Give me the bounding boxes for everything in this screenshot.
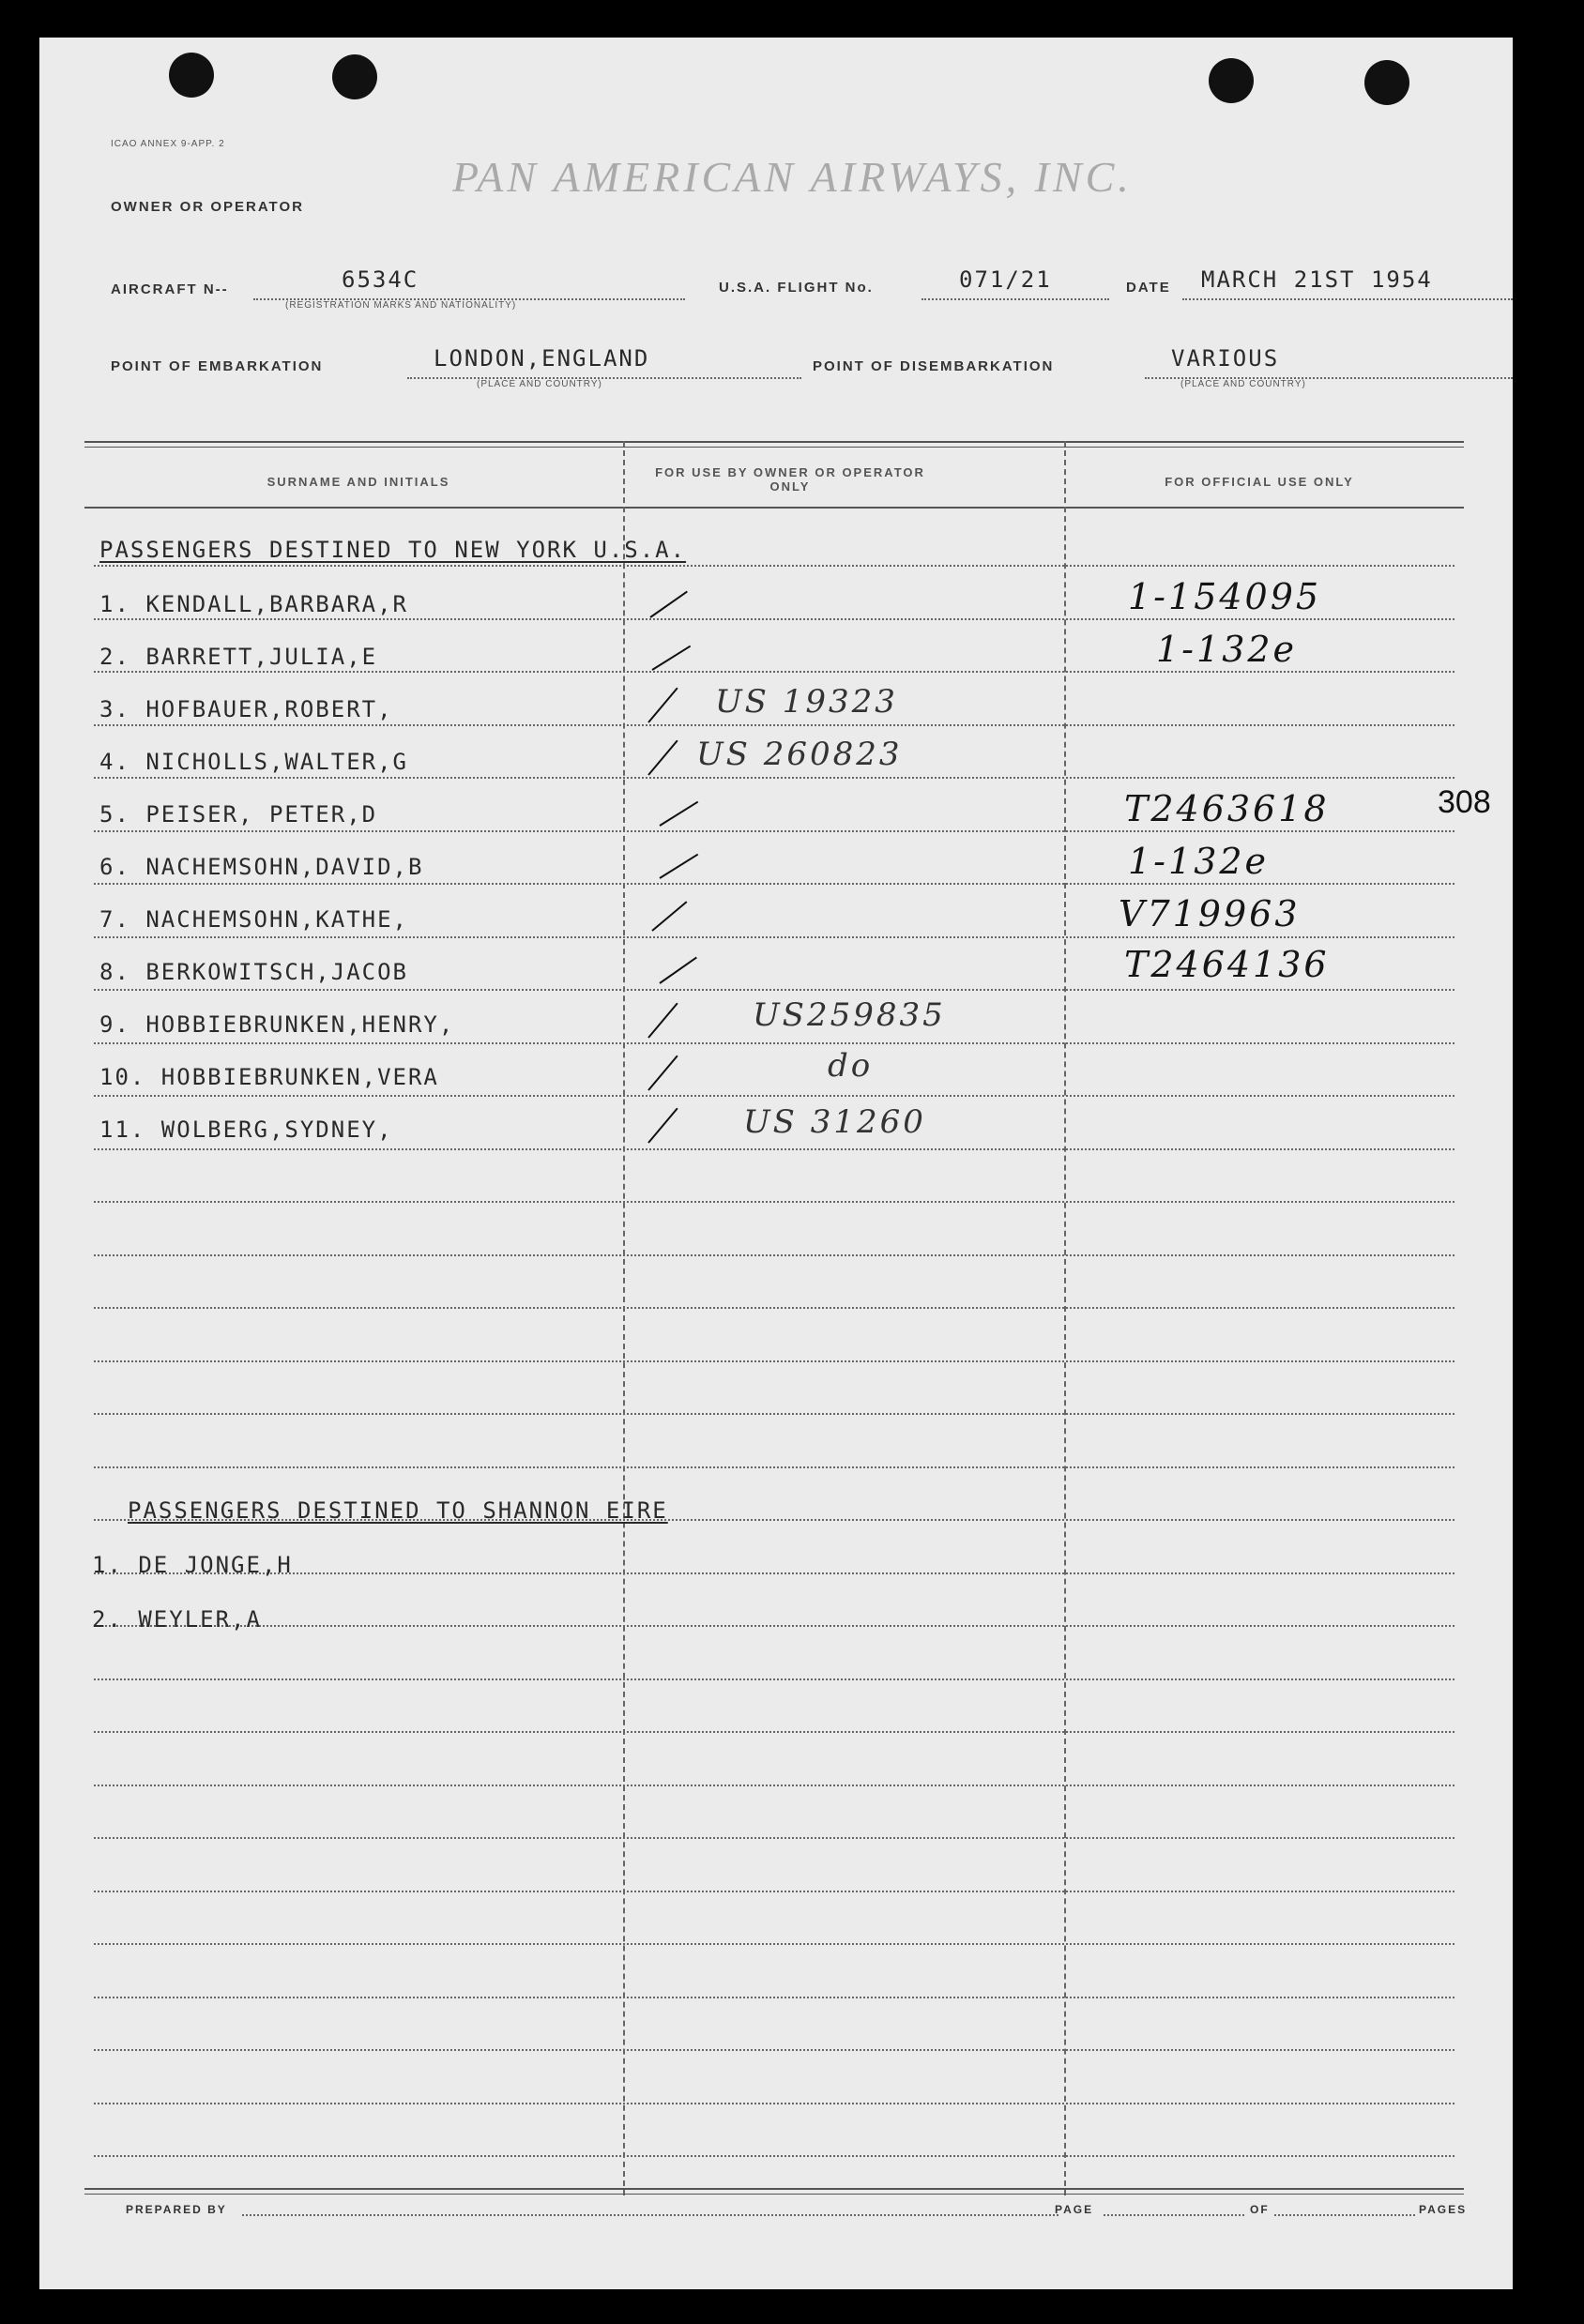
passenger-name: 10. HOBBIEBRUNKEN,VERA xyxy=(99,1064,439,1090)
ruled-line xyxy=(94,1095,1455,1097)
check-mark xyxy=(647,1003,678,1039)
punch-hole xyxy=(1209,58,1254,103)
ruled-line xyxy=(94,1148,1455,1150)
flight-label: U.S.A. FLIGHT No. xyxy=(719,280,874,296)
pages-label: PAGES xyxy=(1419,2203,1468,2216)
passenger-name: 1. DE JONGE,H xyxy=(92,1552,293,1578)
ruled-line xyxy=(94,1572,1455,1574)
check-mark xyxy=(659,854,698,879)
group-heading-shannon: PASSENGERS DESTINED TO SHANNON EIRE xyxy=(128,1497,668,1524)
ruled-line xyxy=(94,1785,1455,1786)
ruled-line xyxy=(94,883,1455,885)
column-header-official: FOR OFFICIAL USE ONLY xyxy=(1165,475,1354,489)
passenger-name: 8. BERKOWITSCH,JACOB xyxy=(99,959,408,985)
passenger-name: 2. WEYLER,A xyxy=(92,1606,262,1633)
ruled-line xyxy=(94,2049,1455,2051)
check-mark xyxy=(649,591,687,618)
ruled-line xyxy=(94,830,1455,832)
ruled-line xyxy=(94,1466,1455,1468)
ruled-line xyxy=(94,1201,1455,1203)
of-label: OF xyxy=(1250,2203,1270,2216)
group-heading-new-york: PASSENGERS DESTINED TO NEW YORK U.S.A. xyxy=(99,537,687,563)
owner-label: OWNER OR OPERATOR xyxy=(111,199,304,215)
owner-value: PAN AMERICAN AIRWAYS, INC. xyxy=(452,153,1133,201)
check-mark xyxy=(647,740,678,776)
passenger-name: 6. NACHEMSOHN,DAVID,B xyxy=(99,854,424,880)
ruled-line xyxy=(94,777,1455,779)
disembarkation-sublabel: (PLACE AND COUNTRY) xyxy=(1180,379,1306,389)
passenger-name: 11. WOLBERG,SYDNEY, xyxy=(99,1116,393,1143)
official-entry: 1-154095 xyxy=(1128,576,1322,617)
punch-hole xyxy=(169,53,214,98)
date-label: DATE xyxy=(1126,280,1171,296)
check-mark xyxy=(647,1056,678,1091)
ruled-line xyxy=(94,671,1455,673)
date-value: MARCH 21ST 1954 xyxy=(1201,266,1433,293)
ruled-line xyxy=(94,1254,1455,1256)
check-mark xyxy=(651,901,687,931)
column-header-name: SURNAME AND INITIALS xyxy=(267,475,450,489)
ruled-line xyxy=(94,565,1455,567)
owner-note: do xyxy=(828,1047,874,1085)
ruled-line xyxy=(94,1678,1455,1680)
punch-hole xyxy=(332,54,377,99)
ruled-line xyxy=(94,1042,1455,1044)
official-entry: T2463618 xyxy=(1124,788,1330,829)
official-entry: V719963 xyxy=(1119,893,1301,934)
ruled-line xyxy=(94,2155,1455,2157)
owner-note: US 19323 xyxy=(715,683,898,721)
owner-note: US259835 xyxy=(753,996,946,1034)
owner-note: US 260823 xyxy=(696,736,903,773)
ruled-line xyxy=(94,1943,1455,1945)
check-mark xyxy=(651,646,691,671)
flight-value: 071/21 xyxy=(959,266,1052,293)
annex-label: ICAO ANNEX 9-APP. 2 xyxy=(111,139,225,149)
ruled-line xyxy=(94,989,1455,991)
ruled-line xyxy=(94,2103,1455,2104)
official-entry: 1-132e xyxy=(1128,841,1270,882)
official-extra: 308 xyxy=(1438,784,1491,820)
aircraft-value: 6534C xyxy=(342,266,419,293)
owner-note: US 31260 xyxy=(743,1103,926,1141)
official-entry: 1-132e xyxy=(1156,629,1298,670)
official-entry: T2464136 xyxy=(1124,944,1330,985)
check-mark xyxy=(647,1108,678,1144)
punch-hole xyxy=(1364,60,1409,105)
ruled-line xyxy=(94,1731,1455,1733)
check-mark xyxy=(659,957,696,984)
ruled-line xyxy=(94,1625,1455,1627)
ruled-line xyxy=(94,1997,1455,1998)
passenger-name: 3. HOFBAUER,ROBERT, xyxy=(99,696,393,722)
embarkation-label: POINT OF EMBARKATION xyxy=(111,358,324,374)
prepared-by-label: PREPARED BY xyxy=(126,2203,227,2216)
ruled-line xyxy=(94,1307,1455,1309)
check-mark xyxy=(647,688,678,723)
manifest-page xyxy=(39,38,1513,2289)
ruled-line xyxy=(94,724,1455,726)
disembarkation-value: VARIOUS xyxy=(1171,345,1280,372)
page-label: PAGE xyxy=(1055,2203,1094,2216)
ruled-line xyxy=(94,1837,1455,1839)
passenger-name: 4. NICHOLLS,WALTER,G xyxy=(99,749,408,775)
passenger-name: 7. NACHEMSOHN,KATHE, xyxy=(99,906,408,933)
disembarkation-label: POINT OF DISEMBARKATION xyxy=(813,358,1055,374)
passenger-name: 9. HOBBIEBRUNKEN,HENRY, xyxy=(99,1011,455,1038)
ruled-line xyxy=(94,1360,1455,1362)
column-header-owner: FOR USE BY OWNER OR OPERATOR ONLY xyxy=(655,465,925,494)
aircraft-sublabel: (REGISTRATION MARKS AND NATIONALITY) xyxy=(285,300,517,311)
ruled-line xyxy=(94,1891,1455,1892)
ruled-line xyxy=(94,936,1455,938)
embarkation-value: LONDON,ENGLAND xyxy=(434,345,650,372)
passenger-name: 5. PEISER, PETER,D xyxy=(99,801,378,828)
embarkation-sublabel: (PLACE AND COUNTRY) xyxy=(477,379,602,389)
check-mark xyxy=(659,801,698,827)
ruled-line xyxy=(94,618,1455,620)
passenger-name: 1. KENDALL,BARBARA,R xyxy=(99,591,408,617)
passenger-name: 2. BARRETT,JULIA,E xyxy=(99,644,378,670)
aircraft-label: AIRCRAFT N-- xyxy=(111,281,229,297)
ruled-line xyxy=(94,1413,1455,1415)
